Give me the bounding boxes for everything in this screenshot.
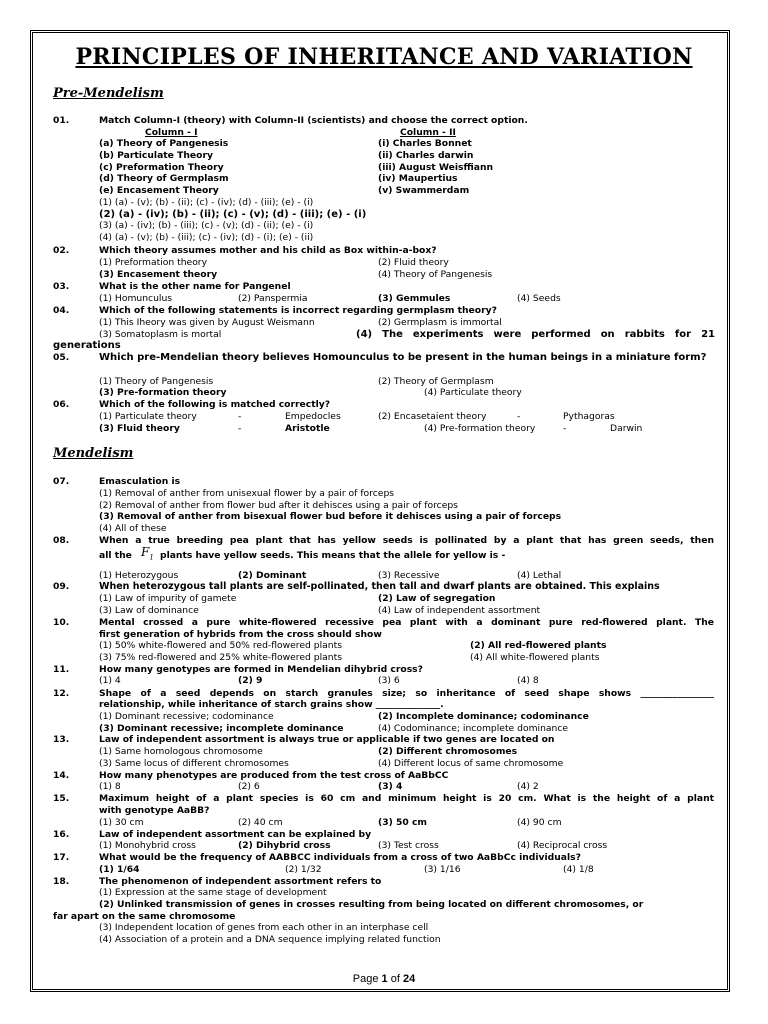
column-1-item: (d) Theory of Germplasm <box>99 173 229 184</box>
page-footer <box>0 973 768 985</box>
question-text: Which pre-Mendelian theory believes Homounculus to be present in the human beings in a miniature form? <box>99 352 707 363</box>
column-1-item: (e) Encasement Theory <box>99 185 219 196</box>
section-heading-mendelism: Mendelism <box>53 446 134 461</box>
column-2-item: (v) Swammerdam <box>378 185 470 196</box>
question-text: Which of the following is matched correctly? <box>99 399 331 410</box>
column-2-item: (iv) Maupertius <box>378 173 458 184</box>
question-text: Which of the following statements is incorrect regarding germplasm theory? <box>99 305 497 316</box>
question-text: The phenomenon of independent assortment refers to <box>99 876 382 887</box>
section-heading-pre-mendelism: Pre-Mendelism <box>53 86 164 101</box>
question-number: 02. <box>53 245 70 256</box>
page-number: 1 <box>381 973 388 985</box>
question-number: 08. <box>53 535 70 546</box>
question-text: Mental crossed a pure white-flowered recessive pea plant with a dominant pure red-flowered plant. The <box>99 617 714 628</box>
column-1-heading: Column - I <box>145 127 198 138</box>
f1-symbol: $F_1$ <box>141 545 154 562</box>
question-text: When heterozygous tall plants are self-pollinated, then tall and dwarf plants are obtained. This explains <box>99 581 660 592</box>
column-1-item: (c) Preformation Theory <box>99 162 224 173</box>
question-text: Match Column-I (theory) with Column-II (scientists) and choose the correct option. <box>99 115 528 126</box>
question-number: 03. <box>53 281 70 292</box>
question-number: 11. <box>53 664 70 675</box>
question-number: 07. <box>53 476 70 487</box>
column-1-item: (a) Theory of Pangenesis <box>99 138 229 149</box>
page-label: Page <box>352 973 379 985</box>
question-number: 15. <box>53 793 70 804</box>
question-text: What would be the frequency of AABBCC individuals from a cross of two AaBbCc individuals? <box>99 852 581 863</box>
question-text: Law of independent assortment can be explained by <box>99 829 372 840</box>
page-title: PRINCIPLES OF INHERITANCE AND VARIATION <box>75 44 693 70</box>
question-number: 10. <box>53 617 70 628</box>
page-total: 24 <box>402 973 416 985</box>
column-2-item: (iii) August Weisffiann <box>378 162 494 173</box>
question-number: 12. <box>53 688 70 699</box>
column-1-item: (b) Particulate Theory <box>99 150 213 161</box>
question-number: 14. <box>53 770 70 781</box>
question-number: 16. <box>53 829 70 840</box>
question-number: 09. <box>53 581 70 592</box>
question-text: Shape of a seed depends on starch granules size; so inheritance of seed shape shows ________________ <box>99 688 714 699</box>
column-2-heading: Column - II <box>400 127 456 138</box>
question-text: Emasculation is <box>99 476 181 487</box>
question-text: How many phenotypes are produced from the test cross of AaBbCC <box>99 770 449 781</box>
column-2-item: (ii) Charles darwin <box>378 150 474 161</box>
question-text: What is the other name for Pangenel <box>99 281 291 292</box>
of-label: of <box>390 973 400 985</box>
column-2-item: (i) Charles Bonnet <box>378 138 472 149</box>
question-text: When a true breeding pea plant that has yellow seeds is pollinated by a plant that has green seeds, then <box>99 535 714 546</box>
question-number: 05. <box>53 352 70 363</box>
question-number: 06. <box>53 399 70 410</box>
question-number: 18. <box>53 876 70 887</box>
question-text: Which theory assumes mother and his child as Box within-a-box? <box>99 245 437 256</box>
question-text: Law of independent assortment is always true or applicable if two genes are located on <box>99 734 555 745</box>
question-number: 04. <box>53 305 70 316</box>
question-number: 13. <box>53 734 70 745</box>
question-number: 17. <box>53 852 70 863</box>
question-text: How many genotypes are formed in Mendelian dihybrid cross? <box>99 664 423 675</box>
question-number: 01. <box>53 115 70 126</box>
question-text: Maximum height of a plant species is 60 cm and minimum height is 20 cm. What is the height of a plant <box>99 793 714 804</box>
